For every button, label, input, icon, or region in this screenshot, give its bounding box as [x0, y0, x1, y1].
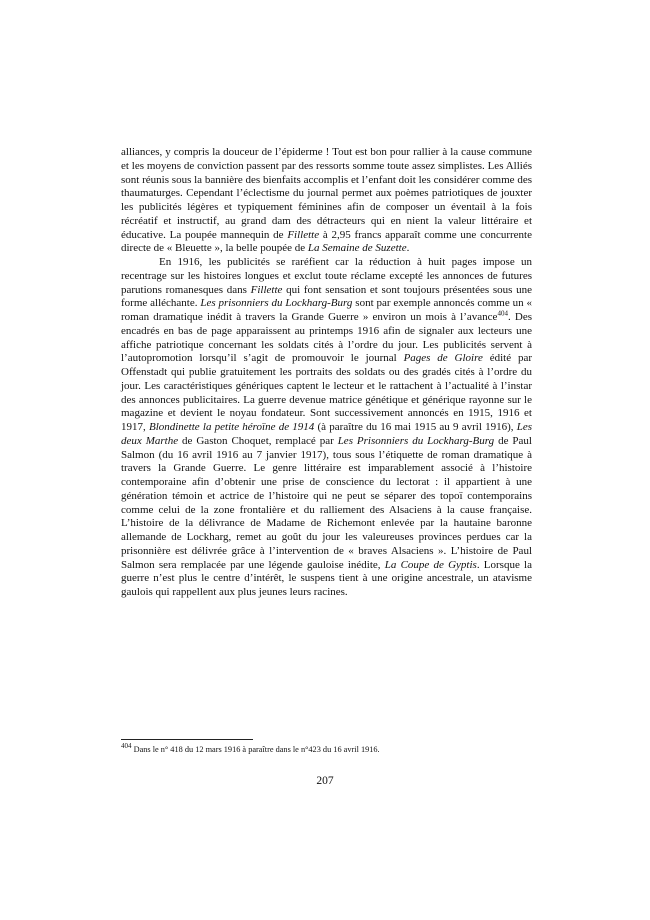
- footnote-reference[interactable]: 404: [497, 309, 508, 318]
- text-run: sont par exemple annoncés comme un « roman dramatique inédit à travers la Grande Guerre » environ un mois à l’avance: [121, 297, 532, 323]
- text-run: édité par Offenstadt qui publie gratuitement les portraits des soldats ou des gradés cités à l’ordre du jour. Les caractéristiques génériques captent le lecteur et le rattachent à l’actualité à l’instar des annonces publicitaires. La guerre devenue matrice génétique et générique rayonne sur le magazine et devient le noyau fondateur. Sont successivement annoncés en 1915, 1916 et 1917,: [121, 352, 532, 433]
- text-run: . Lorsque la guerre n’est plus le centre d’intérêt, le suspens tient à une origine ancestrale, un atavisme gaulois qui rappellent aux plus jeunes leurs racines.: [121, 558, 532, 598]
- footnote-separator: [121, 739, 253, 740]
- text-run: (à paraître du 16 mai 1915 au 9 avril 1916),: [314, 421, 517, 433]
- text-run: alliances, y compris la douceur de l’épiderme ! Tout est bon pour rallier à la cause commune et les moyens de conviction passent par des ressorts somme toute assez simplistes. Les Alliés sont réunis sous la bannière des bienfaits accomplis et l’enfant doit les considérer comme des thaumaturges. Cependant l’éclectisme du journal permet aux poèmes patriotiques de jouxter les publicités légères et typiquement féminines afin de composer un éventail à la fois récréatif et instructif, au grand dam des détracteurs qui en nient la valeur littéraire et éducative. La poupée mannequin de: [121, 146, 532, 241]
- text-run: de Gaston Choquet, remplacé par: [178, 434, 338, 447]
- italic-title: La Semaine de Suzette: [307, 242, 407, 255]
- italic-title: La Coupe de Gyptis: [384, 558, 477, 571]
- footnote-text: Dans le n° 418 du 12 mars 1916 à paraître dans le n°423 du 16 avril 1916.: [131, 745, 380, 754]
- italic-title: Fillette: [250, 283, 283, 296]
- text-run: . Des encadrés en bas de page apparaissent au printemps 1916 afin de signaler aux lecteurs une affiche patriotique concernant les soldats cités à l’ordre du jour. Les publicités servent à l’autopromotion lorsqu’il s’agit de promouvoir le journal: [121, 311, 532, 365]
- italic-title: Pages de Gloire: [403, 352, 483, 365]
- italic-title: Blondinette la petite héroïne de 1914: [148, 421, 315, 433]
- italic-title: Fillette: [287, 228, 320, 241]
- italic-title: Les Prisonniers du Lockharg-Burg: [337, 434, 495, 447]
- italic-title: Les prisonniers du Lockharg-Burg: [200, 297, 353, 310]
- italic-title: Les deux Marthe: [121, 421, 532, 447]
- text-run: .: [406, 242, 410, 255]
- text-run: qui font sensation et sont toujours présentées sous une forme alléchante.: [121, 283, 532, 310]
- page-number: 207: [316, 775, 334, 787]
- footnote-number: 404: [121, 742, 132, 751]
- text-run: En 1916, les publicités se raréfient car la réduction à huit pages impose un recentrage sur les histoires longues et exclut toute réclame excepté les annonces de futures parutions romanesques dans: [121, 256, 532, 296]
- text-run: de Paul Salmon (du 16 avril 1916 au 7 janvier 1917), tous sous l’étiquette de roman dramatique à travers la Grande Guerre. Le genre littéraire est imparablement associé à l’histoire contemporaine afin d’obtenir une prise de conscience du lectorat : il appartient à une génération témoin et actrice de l’histoire qui ne peut se séparer des topoï contemporains comme celui de la zone frontalière et du ralliement des Alsaciens à la cause française. L’histoire de la délivrance de Madame de Richemont enlevée par la hautaine baronne allemande de Lockharg, remet au goût du jour les valeureuses provinces perdues car la prisonnière est délivrée grâce à l’intervention de « braves Alsaciens ». L’histoire de Paul Salmon sera remplacée par une légende gauloise inédite,: [121, 434, 532, 571]
- text-run: à 2,95 francs apparaît comme une concurrente directe de « Bleuette », la belle poupée de: [121, 228, 532, 255]
- footnote: [121, 742, 532, 755]
- paragraph-2: [121, 256, 532, 600]
- body-text: [121, 146, 532, 600]
- paragraph-1: [121, 146, 532, 256]
